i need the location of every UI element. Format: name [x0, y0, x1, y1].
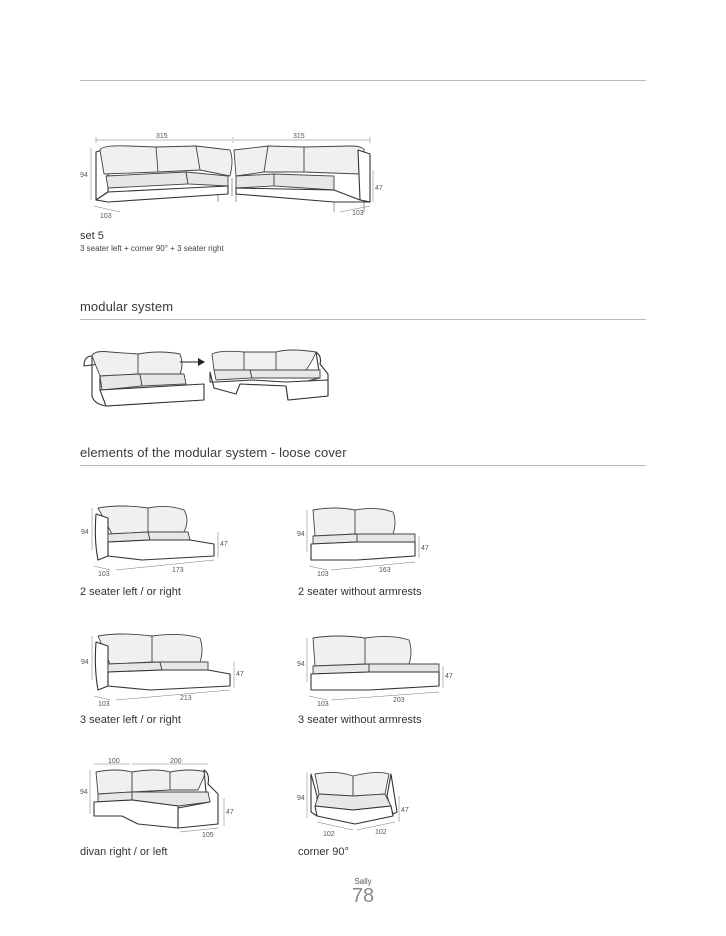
- dim-depth: 103: [98, 571, 110, 578]
- set5-title: set 5: [80, 230, 104, 242]
- dim-depth: 103: [98, 701, 110, 708]
- dim-width: 213: [180, 695, 192, 702]
- dim-depth-left: 102: [323, 831, 335, 838]
- dim-seat: 47: [445, 673, 453, 680]
- dim-seat: 47: [236, 671, 244, 678]
- item-label: divan right / or left: [80, 846, 168, 858]
- brand-name: Sally: [354, 877, 372, 886]
- dim-seat: 47: [421, 545, 429, 552]
- set5-dim-depth-right: 103: [352, 210, 364, 217]
- item-label: 3 seater left / or right: [80, 714, 181, 726]
- modular-rule: [80, 319, 646, 320]
- set5-dim-height: 94: [80, 172, 88, 179]
- dim-height: 94: [81, 659, 89, 666]
- set5-dim-width-left: 315: [156, 133, 168, 140]
- dim-top-left: 100: [108, 758, 120, 765]
- dim-depth: 103: [317, 701, 329, 708]
- item-divan-drawing: [80, 758, 240, 840]
- elements-heading: elements of the modular system - loose cover: [80, 445, 347, 460]
- dim-height: 94: [297, 795, 305, 802]
- set5-sofa-drawing: [78, 130, 388, 225]
- dim-height: 94: [297, 661, 305, 668]
- page-number: 78: [351, 885, 375, 907]
- item-3-seater-no-arms-drawing: [297, 628, 462, 710]
- dim-seat: 47: [401, 807, 409, 814]
- dim-seat: 47: [226, 809, 234, 816]
- set5-dim-depth-left: 103: [100, 213, 112, 220]
- modular-system-drawing: [80, 346, 332, 412]
- dim-height: 94: [80, 789, 88, 796]
- item-label: 2 seater without armrests: [298, 586, 422, 598]
- dim-height: 94: [81, 529, 89, 536]
- set5-dim-width-right: 315: [293, 133, 305, 140]
- set5-description: 3 seater left + corner 90° + 3 seater right: [80, 244, 224, 253]
- dim-depth: 103: [317, 571, 329, 578]
- item-2-seater-no-arms-drawing: [297, 500, 437, 580]
- elements-rule: [80, 465, 646, 466]
- item-label: 3 seater without armrests: [298, 714, 422, 726]
- top-rule: [80, 80, 646, 81]
- dim-width: 163: [379, 567, 391, 574]
- dim-top-right: 200: [170, 758, 182, 765]
- dim-depth-right: 102: [375, 829, 387, 836]
- item-corner-drawing: [297, 766, 417, 840]
- item-label: 2 seater left / or right: [80, 586, 181, 598]
- dim-depth: 105: [202, 832, 214, 839]
- dim-width: 173: [172, 567, 184, 574]
- item-label: corner 90°: [298, 846, 349, 858]
- dim-height: 94: [297, 531, 305, 538]
- item-3-seater-left-drawing: [80, 628, 250, 710]
- dim-seat: 47: [220, 541, 228, 548]
- set5-dim-seat: 47: [375, 185, 383, 192]
- modular-heading: modular system: [80, 299, 174, 314]
- dim-width: 203: [393, 697, 405, 704]
- item-2-seater-left-drawing: [80, 500, 230, 580]
